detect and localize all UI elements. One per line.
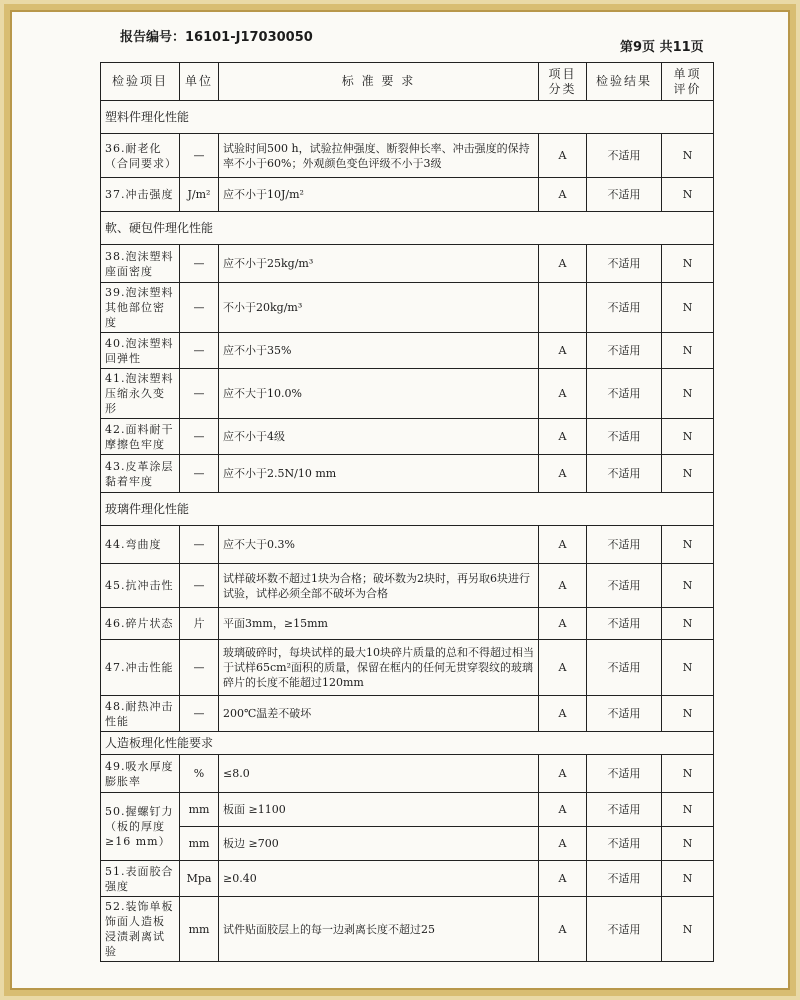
item-unit: —	[180, 283, 219, 333]
item-requirement: 应不大于10.0%	[219, 369, 539, 419]
section-row	[101, 732, 714, 755]
item-evaluation: N	[662, 245, 714, 283]
item-unit: —	[180, 245, 219, 283]
report-number: 报告编号：16101-J17030050	[120, 30, 313, 45]
item-name: 43.皮革涂层黏着牢度	[101, 455, 180, 493]
item-name: 39.泡沫塑料其他部位密度	[101, 283, 180, 333]
item-category: A	[539, 369, 587, 419]
col-header-evaluation: 单项 评价	[662, 63, 714, 101]
table-row	[101, 897, 714, 962]
item-result: 不适用	[587, 608, 662, 640]
table-row	[101, 333, 714, 369]
section-title: 塑料件理化性能	[101, 101, 714, 134]
item-unit: —	[180, 564, 219, 608]
item-category: A	[539, 827, 587, 861]
item-unit: J/m²	[180, 178, 219, 212]
item-evaluation: N	[662, 755, 714, 793]
item-requirement: 板边 ≥700	[219, 827, 539, 861]
table-row	[101, 369, 714, 419]
item-category: A	[539, 564, 587, 608]
item-category: A	[539, 134, 587, 178]
section-row	[101, 101, 714, 134]
page-number: 第9页 共11页	[620, 40, 704, 55]
item-category	[539, 283, 587, 333]
item-requirement: 应不小于25kg/m³	[219, 245, 539, 283]
section-title: 軟、硬包件理化性能	[101, 212, 714, 245]
item-requirement: 试件贴面胶层上的每一边剥离长度不超过25	[219, 897, 539, 962]
item-evaluation: N	[662, 861, 714, 897]
item-evaluation: N	[662, 283, 714, 333]
section-title: 人造板理化性能要求	[101, 732, 714, 755]
item-requirement: 应不小于2.5N/10 mm	[219, 455, 539, 493]
item-category: A	[539, 455, 587, 493]
item-result: 不适用	[587, 333, 662, 369]
item-requirement: 应不小于10J/m²	[219, 178, 539, 212]
item-unit: —	[180, 419, 219, 455]
item-unit: —	[180, 696, 219, 732]
item-result: 不适用	[587, 245, 662, 283]
item-category: A	[539, 755, 587, 793]
item-category: A	[539, 897, 587, 962]
table-row	[101, 526, 714, 564]
item-requirement: ≥0.40	[219, 861, 539, 897]
item-evaluation: N	[662, 640, 714, 696]
item-category: A	[539, 178, 587, 212]
col-header-requirement: 标 准 要 求	[219, 63, 539, 101]
item-result: 不适用	[587, 897, 662, 962]
item-result: 不适用	[587, 696, 662, 732]
item-name: 44.弯曲度	[101, 526, 180, 564]
item-name: 49.吸水厚度膨胀率	[101, 755, 180, 793]
item-result: 不适用	[587, 178, 662, 212]
table-row	[101, 245, 714, 283]
item-unit: —	[180, 526, 219, 564]
section-row	[101, 493, 714, 526]
item-name: 47.冲击性能	[101, 640, 180, 696]
item-name: 41.泡沫塑料压缩永久变形	[101, 369, 180, 419]
item-name: 38.泡沫塑料座面密度	[101, 245, 180, 283]
item-result: 不适用	[587, 793, 662, 827]
table-row	[101, 608, 714, 640]
item-evaluation: N	[662, 608, 714, 640]
item-evaluation: N	[662, 696, 714, 732]
item-name: 46.碎片状态	[101, 608, 180, 640]
item-category: A	[539, 640, 587, 696]
inspection-table	[100, 62, 714, 962]
item-requirement: 不小于20kg/m³	[219, 283, 539, 333]
col-header-item: 检验项目	[101, 63, 180, 101]
item-evaluation: N	[662, 178, 714, 212]
item-result: 不适用	[587, 755, 662, 793]
item-evaluation: N	[662, 793, 714, 827]
item-category: A	[539, 526, 587, 564]
item-requirement: 板面 ≥1100	[219, 793, 539, 827]
item-requirement: 应不小于4级	[219, 419, 539, 455]
item-result: 不适用	[587, 827, 662, 861]
item-category: A	[539, 333, 587, 369]
item-category: A	[539, 696, 587, 732]
item-unit: 片	[180, 608, 219, 640]
item-result: 不适用	[587, 369, 662, 419]
item-name: 37.冲击强度	[101, 178, 180, 212]
item-category: A	[539, 793, 587, 827]
table-row	[101, 419, 714, 455]
table-row	[101, 696, 714, 732]
section-title: 玻璃件理化性能	[101, 493, 714, 526]
col-header-result: 检验结果	[587, 63, 662, 101]
item-evaluation: N	[662, 369, 714, 419]
item-result: 不适用	[587, 640, 662, 696]
item-evaluation: N	[662, 419, 714, 455]
item-result: 不适用	[587, 419, 662, 455]
item-unit: —	[180, 134, 219, 178]
item-unit: —	[180, 369, 219, 419]
item-evaluation: N	[662, 827, 714, 861]
col-header-unit: 单位	[180, 63, 219, 101]
table-row	[101, 564, 714, 608]
item-unit: mm	[180, 793, 219, 827]
item-requirement: 试验时间500 h，试验拉伸强度、断裂伸长率、冲击强度的保持率不小于60%；外观颜色变色评级不小于3级	[219, 134, 539, 178]
item-evaluation: N	[662, 333, 714, 369]
item-name: 51.表面胶合强度	[101, 861, 180, 897]
table-header-row	[101, 63, 714, 101]
item-requirement: 200℃温差不破坏	[219, 696, 539, 732]
section-row	[101, 212, 714, 245]
col-header-category: 项目 分类	[539, 63, 587, 101]
item-requirement: 玻璃破碎时，每块试样的最大10块碎片质量的总和不得超过相当于试样65cm²面积的质量，保留在框内的任何无贯穿裂纹的玻璃碎片的长度不能超过120mm	[219, 640, 539, 696]
item-requirement: 试样破坏数不超过1块为合格；破坏数为2块时，再另取6块进行试验，试样必须全部不破坏为合格	[219, 564, 539, 608]
item-result: 不适用	[587, 526, 662, 564]
item-evaluation: N	[662, 897, 714, 962]
item-unit: —	[180, 333, 219, 369]
table-row	[101, 283, 714, 333]
table-row	[101, 178, 714, 212]
table-row	[101, 793, 714, 827]
item-result: 不适用	[587, 134, 662, 178]
item-result: 不适用	[587, 455, 662, 493]
table-row	[101, 134, 714, 178]
item-name: 42.面料耐干摩擦色牢度	[101, 419, 180, 455]
table-row	[101, 640, 714, 696]
item-name: 52.装饰单板饰面人造板浸渍剥离试验	[101, 897, 180, 962]
item-requirement: ≤8.0	[219, 755, 539, 793]
item-name: 50.握螺钉力（板的厚度≥16 mm）	[101, 793, 180, 861]
item-name: 36.耐老化（合同要求）	[101, 134, 180, 178]
item-unit: —	[180, 640, 219, 696]
table-row	[101, 755, 714, 793]
item-category: A	[539, 419, 587, 455]
item-evaluation: N	[662, 526, 714, 564]
table-row	[101, 827, 714, 861]
item-evaluation: N	[662, 455, 714, 493]
item-category: A	[539, 608, 587, 640]
item-unit: mm	[180, 897, 219, 962]
item-category: A	[539, 861, 587, 897]
item-result: 不适用	[587, 283, 662, 333]
item-unit: %	[180, 755, 219, 793]
item-result: 不适用	[587, 564, 662, 608]
item-unit: mm	[180, 827, 219, 861]
item-result: 不适用	[587, 861, 662, 897]
item-evaluation: N	[662, 134, 714, 178]
item-requirement: 平面3mm，≥15mm	[219, 608, 539, 640]
item-unit: Mpa	[180, 861, 219, 897]
item-requirement: 应不大于0.3%	[219, 526, 539, 564]
item-name: 48.耐热冲击性能	[101, 696, 180, 732]
item-category: A	[539, 245, 587, 283]
table-row	[101, 455, 714, 493]
table-row	[101, 861, 714, 897]
item-name: 40.泡沫塑料回弹性	[101, 333, 180, 369]
item-name: 45.抗冲击性	[101, 564, 180, 608]
item-unit: —	[180, 455, 219, 493]
item-evaluation: N	[662, 564, 714, 608]
item-requirement: 应不小于35%	[219, 333, 539, 369]
